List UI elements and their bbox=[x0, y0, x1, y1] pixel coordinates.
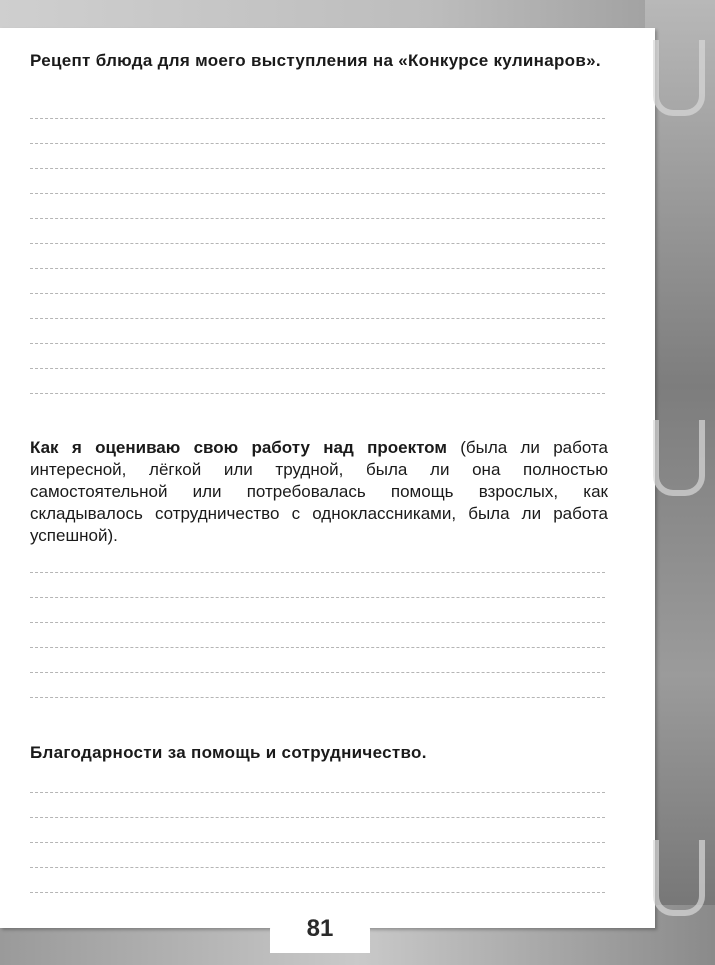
page-number: 81 bbox=[306, 915, 334, 942]
writing-line[interactable] bbox=[30, 647, 605, 648]
writing-line[interactable] bbox=[30, 842, 605, 843]
recipe-heading: Рецепт блюда для моего выступления на «Конкурсе кулинаров». bbox=[30, 51, 601, 70]
writing-line[interactable] bbox=[30, 892, 605, 893]
writing-line[interactable] bbox=[30, 118, 605, 119]
writing-line[interactable] bbox=[30, 168, 605, 169]
writing-line[interactable] bbox=[30, 243, 605, 244]
writing-line[interactable] bbox=[30, 393, 605, 394]
writing-line[interactable] bbox=[30, 672, 605, 673]
thanks-heading: Благодарности за помощь и сотрудничество. bbox=[30, 743, 427, 762]
assessment-description: (была ли работа интересной, лёгкой или трудной, была ли она полностью самостоятельной или потребовалась помощь взрослых, как складывалось сотрудничество с одноклассниками, была ли работа успешной). bbox=[30, 438, 609, 545]
writing-line[interactable] bbox=[30, 697, 605, 698]
writing-line[interactable] bbox=[30, 867, 605, 868]
decorative-letter-shape bbox=[653, 420, 705, 496]
decorative-letter-shape bbox=[653, 840, 705, 916]
writing-line[interactable] bbox=[30, 143, 605, 144]
assessment-heading: Как я оцениваю свою работу над проектом bbox=[30, 438, 447, 457]
writing-line[interactable] bbox=[30, 622, 605, 623]
decorative-letter-shape bbox=[653, 40, 705, 116]
writing-line[interactable] bbox=[30, 572, 605, 573]
writing-line[interactable] bbox=[30, 218, 605, 219]
writing-line[interactable] bbox=[30, 597, 605, 598]
writing-line[interactable] bbox=[30, 193, 605, 194]
assessment-paragraph bbox=[30, 437, 608, 547]
writing-line[interactable] bbox=[30, 368, 605, 369]
writing-line[interactable] bbox=[30, 268, 605, 269]
writing-line[interactable] bbox=[30, 817, 605, 818]
writing-line[interactable] bbox=[30, 792, 605, 793]
writing-line[interactable] bbox=[30, 318, 605, 319]
writing-line[interactable] bbox=[30, 343, 605, 344]
writing-line[interactable] bbox=[30, 293, 605, 294]
